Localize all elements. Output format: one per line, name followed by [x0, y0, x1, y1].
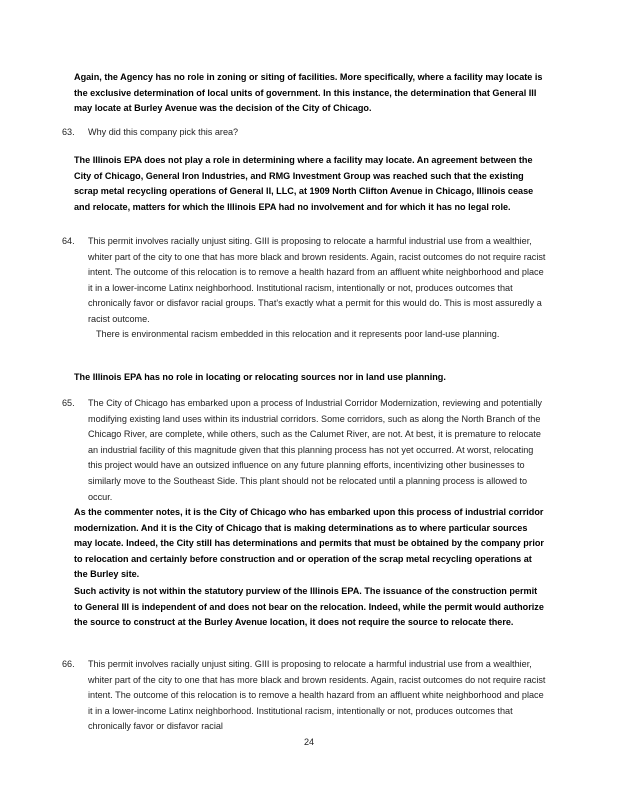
comment-number: 66. — [62, 659, 75, 669]
comment-number: 65. — [62, 398, 75, 408]
response-paragraph: Again, the Agency has no role in zoning or siting of facilities. More specifically, where a facility may locate is the exclusive determination of local units of government. In this instance, the determination that General III may locate at Burley Avenue was the decision of the City of Chicago. — [74, 72, 543, 114]
comment-number: 63. — [62, 127, 75, 137]
comment-paragraph: Why did this company pick this area? — [88, 127, 239, 137]
comment-paragraph: This permit involves racially unjust siting. GIII is proposing to relocate a harmful industrial use from a wealthier, whiter part of the city to one that has more black and brown residents. Again, racist outcomes do not require racist intent. The outcome of this relocation is to remove a health hazard from an affluent white neighborhood and place it in a lower-income Latinx neighborhood. Institutional racism, intentionally or not, produces outcomes that chronically favor or disfavor racial groups. That's exactly what a permit for this would do. This is most assuredly a racist outcome. — [88, 236, 546, 324]
page-number: 24 — [303, 737, 315, 747]
response-paragraph: The Illinois EPA does not play a role in determining where a facility may locate. An agreement between the City of Chicago, General Iron Industries, and RMG Investment Group was reached such that the existing scrap metal recycling operations of General II, LLC, at 1909 North Clifton Avenue in Chicago, Illinois cease and relocate, matters for which the Illinois EPA had no involvement and for which it has no legal role. — [74, 155, 534, 212]
comment-number: 64. — [62, 236, 75, 246]
comment-paragraph: The City of Chicago has embarked upon a process of Industrial Corridor Modernization, reviewing and potentially modifying existing land uses within its industrial corridors. Some corridors, such as along the North Branch of the Chicago River, are complete, while others, such as the Calumet River, are not. At best, it is premature to relocate an industrial facility of this magnitude given that this planning process has not yet occurred. At worst, relocating this project would have an outsized influence on any future planning efforts, incentivizing other businesses to similarly move to the Southeast Side. This plant should not be relocated until a planning process is allowed to occur. — [88, 398, 542, 502]
response-paragraph: As the commenter notes, it is the City of Chicago who has embarked upon this process of industrial corridor modernization. And it is the City of Chicago that is making determinations as to where particular sources may locate. Indeed, the City still has determinations and permits that must be obtained by the company prior to relocation and certainly before construction and or operation of the scrap metal recycling operations at the Burley site. — [74, 507, 544, 580]
response-paragraph: The Illinois EPA has no role in locating or relocating sources nor in land use planning. — [74, 372, 446, 382]
response-paragraph: Such activity is not within the statutory purview of the Illinois EPA. The issuance of the construction permit to General III is independent of and does not bear on the relocation. Indeed, while the permit would authorize the source to construct at the Burley Avenue location, it does not require the source to relocate there. — [74, 586, 544, 628]
quote-paragraph: There is environmental racism embedded in this relocation and it represents poor land-use planning. — [96, 329, 500, 339]
comment-paragraph: This permit involves racially unjust siting. GIII is proposing to relocate a harmful industrial use from a wealthier, whiter part of the city to one that has more black and brown residents. Again, racist outcomes do not require racist intent. The outcome of this relocation is to remove a health hazard from an affluent white neighborhood and place it in a lower-income Latinx neighborhood. Institutional racism, intentionally or not, produces outcomes that chronically favor or disfavor racial — [88, 659, 546, 732]
